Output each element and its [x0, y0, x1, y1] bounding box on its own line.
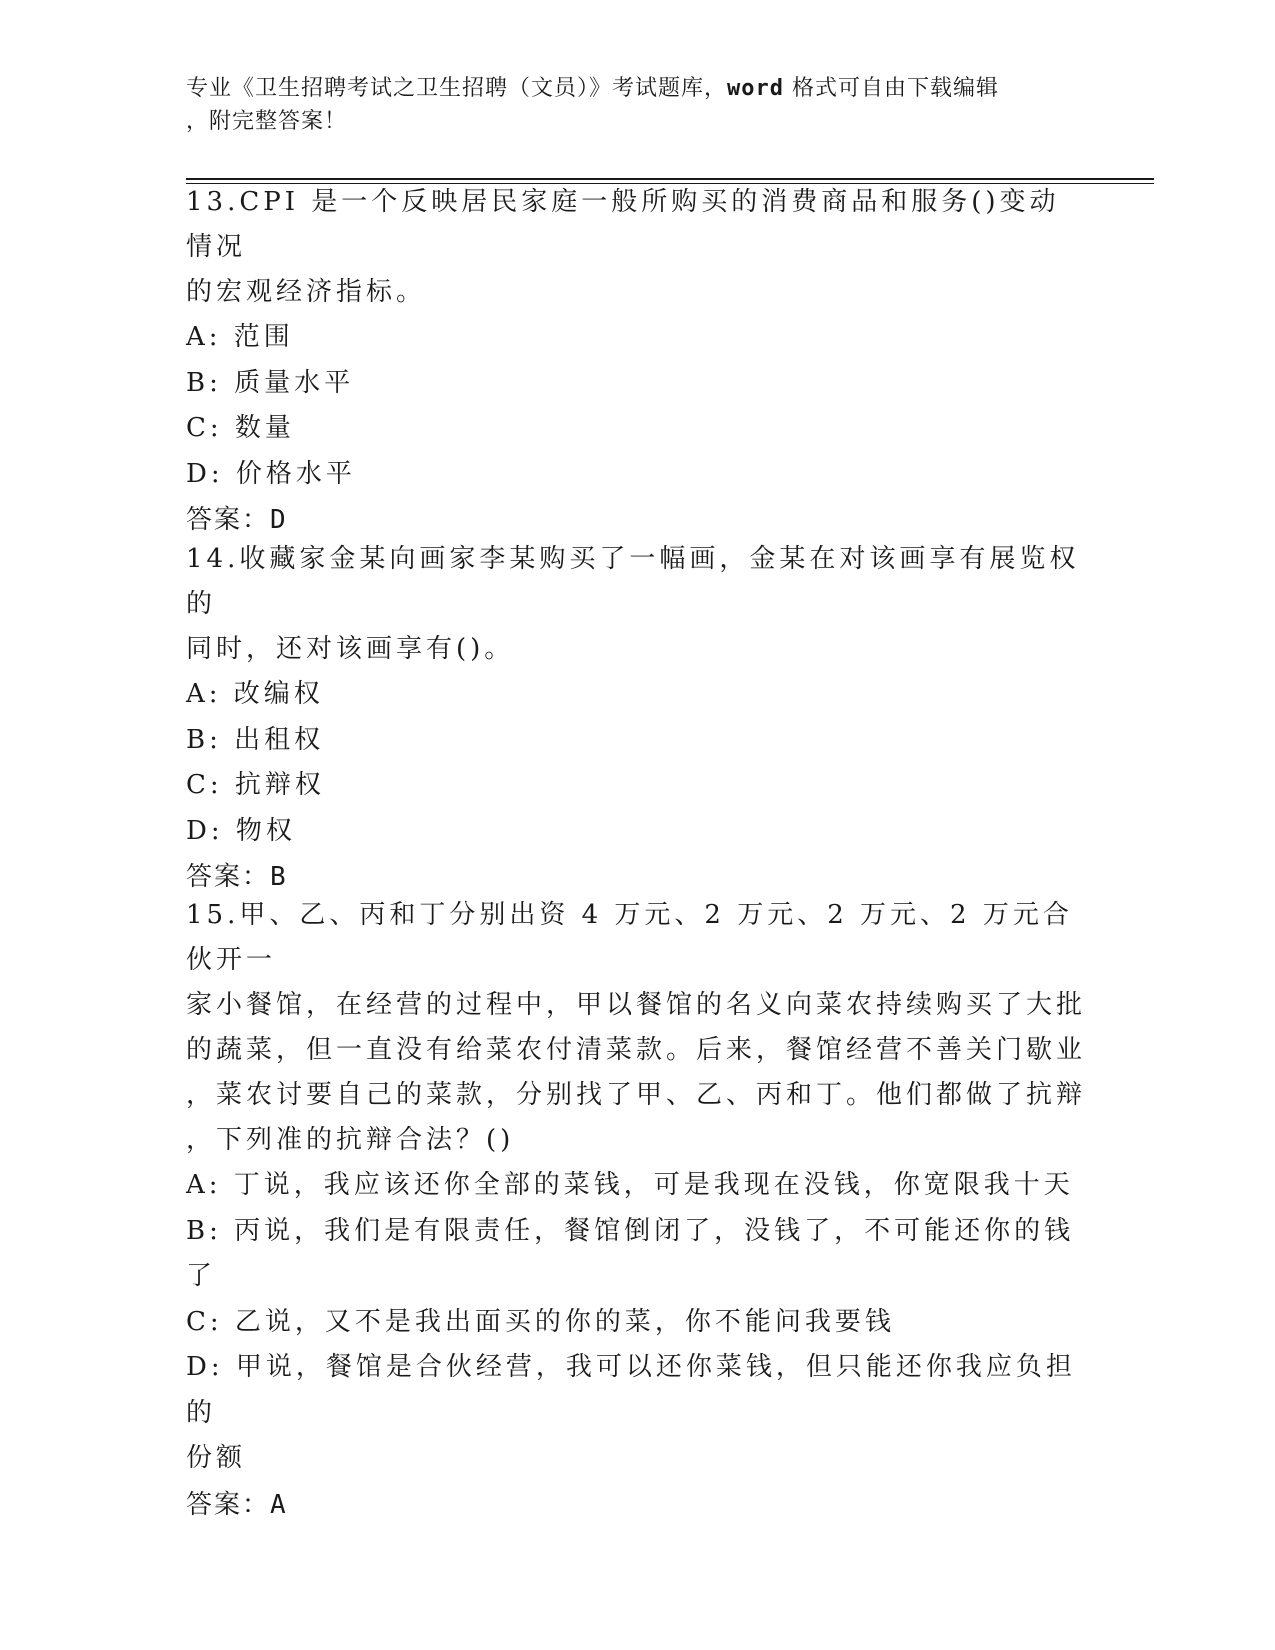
answer-value: B: [270, 862, 288, 892]
stem-line: ，下列准的抗辩合法？(): [186, 1125, 515, 1155]
answer-value: D: [270, 505, 288, 535]
header-text-bold: word: [727, 76, 784, 101]
option-b: B: 出租权: [186, 724, 325, 755]
option-d: D: 甲说，餐馆是合伙经营，我可以还你菜钱，但只能还你我应负担的: [186, 1352, 1076, 1428]
answer-label: 答案：: [186, 862, 271, 892]
option-a: A: 丁说，我应该还你全部的菜钱，可是我现在没钱，你宽限我十天: [186, 1170, 1074, 1200]
question-13: [186, 180, 1086, 543]
option-list: [186, 672, 1086, 854]
header-text-before: 专业《卫生招聘考试之卫生招聘（文员）》考试题库，: [186, 76, 728, 101]
question-stem: [186, 180, 1086, 315]
answer-label: 答案：: [186, 505, 271, 535]
question-15: [186, 893, 1086, 1528]
header-text-after: 格式可自由下载编辑: [784, 76, 999, 101]
stem-line: ，菜农讨要自己的菜款，分别找了甲、乙、丙和丁。他们都做了抗辩: [186, 1080, 1087, 1110]
option-a: A: 范围: [186, 322, 294, 352]
option-b: B: 质量水平: [186, 367, 355, 398]
stem-line: 15.甲、乙、丙和丁分别出资 4 万元、2 万元、2 万元、2 万元合伙开一: [186, 900, 1073, 975]
option-c: C: 抗辩权: [186, 770, 325, 800]
option-d: D: 价格水平: [186, 458, 356, 489]
stem-line: 的宏观经济指标。: [186, 277, 427, 307]
option-c: C: 数量: [186, 413, 295, 443]
header-line-2: ，附完整答案！: [186, 109, 348, 134]
header-line-1: [186, 72, 1066, 105]
question-stem: [186, 893, 1086, 1163]
stem-line: 13.CPI 是一个反映居民家庭一般所购买的消费商品和服务()变动情况: [186, 187, 1060, 262]
document-header: [186, 72, 1066, 138]
option-list: [186, 1163, 1086, 1482]
answer-label: 答案：: [186, 1489, 271, 1520]
answer-value: A: [270, 1489, 288, 1520]
question-stem: [186, 537, 1086, 672]
stem-line: 同时，还对该画享有()。: [186, 634, 515, 664]
answer-line: [186, 1482, 1086, 1528]
question-14: [186, 537, 1086, 900]
stem-line: 的蔬菜，但一直没有给菜农付清菜款。后来，餐馆经营不善关门歇业: [186, 1035, 1087, 1065]
option-a: A: 改编权: [186, 679, 324, 709]
option-d-continued: 份额: [186, 1443, 247, 1473]
option-b: B: 丙说，我们是有限责任，餐馆倒闭了，没钱了，不可能还你的钱了: [186, 1215, 1075, 1291]
option-list: [186, 315, 1086, 497]
stem-line: 14.收藏家金某向画家李某购买了一幅画，金某在对该画享有展览权的: [186, 544, 1080, 619]
option-d: D: 物权: [186, 815, 296, 846]
stem-line: 家小餐馆，在经营的过程中，甲以餐馆的名义向菜农持续购买了大批: [186, 990, 1087, 1020]
option-c: C: 乙说，又不是我出面买的你的菜，你不能问我要钱: [186, 1306, 895, 1337]
